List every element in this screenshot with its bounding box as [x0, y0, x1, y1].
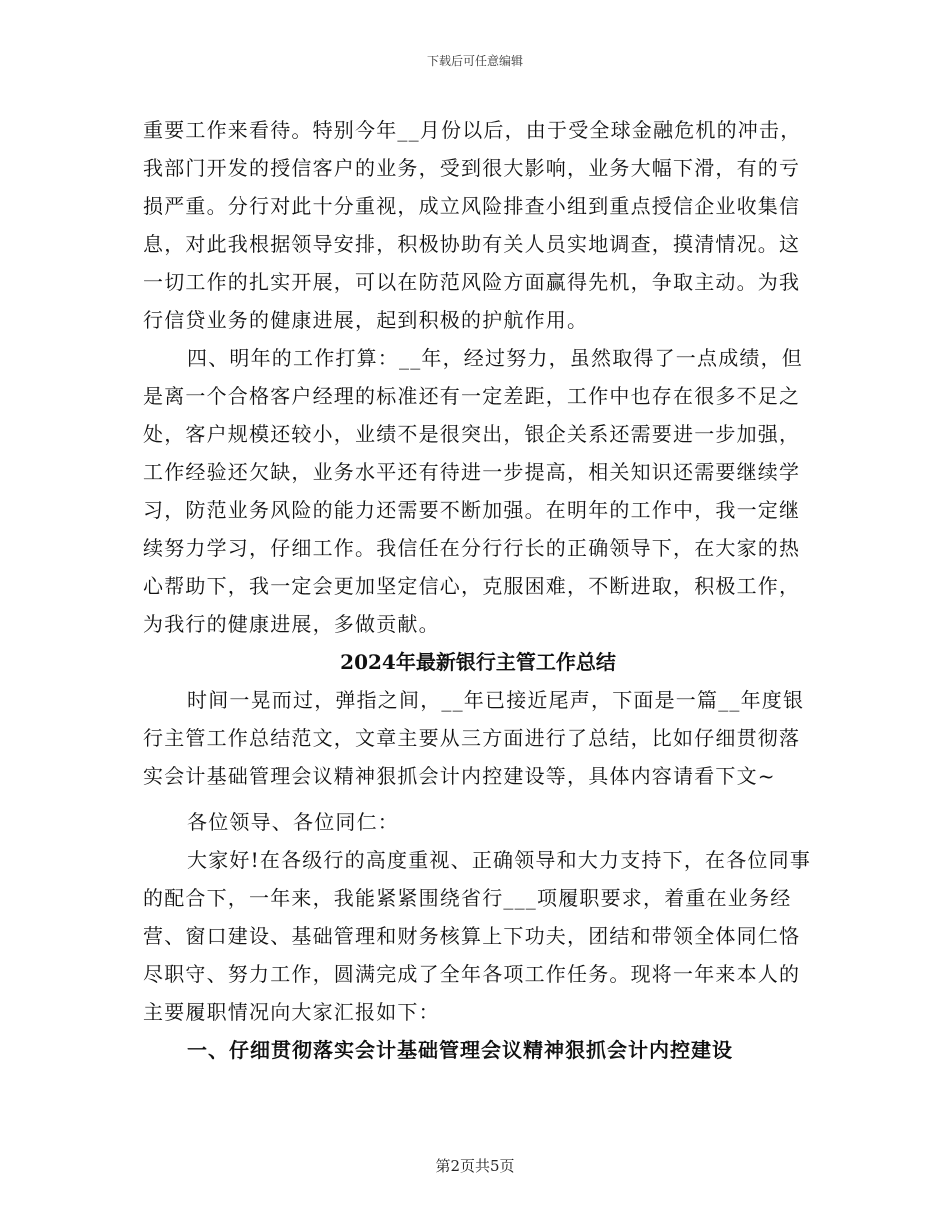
document-title: 2024年最新银行主管工作总结	[340, 650, 616, 674]
page-footer: 第2页共5页	[435, 1157, 515, 1175]
page-header: 下载后可任意编辑	[426, 54, 523, 68]
spacer	[143, 795, 813, 803]
paragraph-next-year-plan: 四、明年的工作打算：__年，经过努力，虽然取得了一点成绩，但是离一个合格客户经理的标准还有一定差距，工作中也存在很多不足之处，客户规模还较小，业绩不是很突出，银企关系还需要进一步加强，工作经验还欠缺，业务水平还有待进一步提高，相关知识还需要继续学习，防范业务风险的能力还需要不断加强。在明年的工作中，我一定继续努力学习，仔细工作。我信任在分行行长的正确领导下，在大家的热心帮助下，我一定会更加坚定信心，克服困难，不断进取，积极工作，为我行的健康进展，多做贡献。	[143, 346, 803, 636]
paragraph-intro: 时间一晃而过，弹指之间，__年已接近尾声，下面是一篇__年度银行主管工作总结范文，文章主要从三方面进行了总结，比如仔细贯彻落实会计基础管理会议精神狠抓会计内控建设等，具体内容请看下文~	[143, 688, 805, 788]
section-heading-1: 一、仔细贯彻落实会计基础管理会议精神狠抓会计内控建设	[187, 1038, 733, 1062]
paragraph-opening: 大家好!在各级行的高度重视、正确领导和大力支持下，在各位同事的配合下，一年来，我能紧紧围绕省行___项履职要求，着重在业务经营、窗口建设、基础管理和财务核算上下功夫，团结和带领全体同仁恪尽职守、努力工作，圆满完成了全年各项工作任务。现将一年来本人的主要履职情况向大家汇报如下：	[143, 848, 812, 1024]
document-body	[143, 111, 813, 1069]
paragraph-greeting: 各位领导、各位同仁：	[187, 810, 399, 834]
paragraph-risk-control: 重要工作来看待。特别今年__月份以后，由于受全球金融危机的冲击，我部门开发的授信客户的业务，受到很大影响，业务大幅下滑，有的亏损严重。分行对此十分重视，成立风险排查小组到重点授信企业收集信息，对此我根据领导安排，积极协助有关人员实地调查，摸清情况。这一切工作的扎实开展，可以在防范风险方面赢得先机，争取主动。为我行信贷业务的健康进展，起到积极的护航作用。	[143, 118, 802, 332]
